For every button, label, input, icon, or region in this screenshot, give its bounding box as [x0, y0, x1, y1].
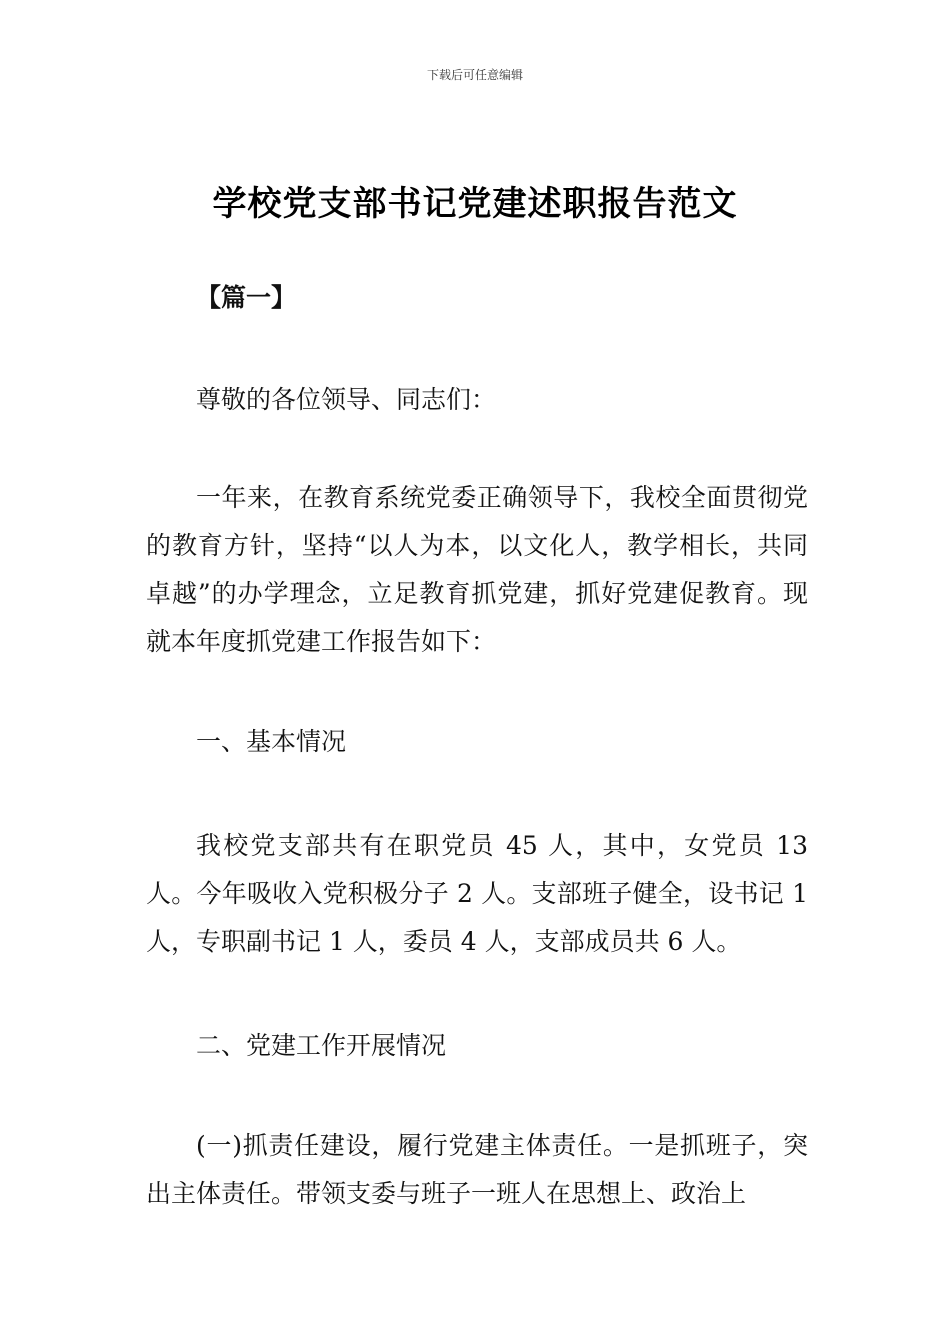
part-label: 【篇一】 [196, 283, 297, 312]
salutation: 尊敬的各位领导、同志们： [196, 385, 497, 414]
section1-body: 我校党支部共有在职党员 45 人，其中，女党员 13 人。今年吸收入党积极分子 2 人。支部班子健全，设书记 1 人，专职副书记 1 人，委员 4 人，支部成员共 6 人。 [146, 831, 808, 956]
section1-heading: 一、基本情况 [196, 727, 347, 756]
section2-heading: 二、党建工作开展情况 [196, 1031, 447, 1060]
section2-body: (一)抓责任建设，履行党建主体责任。一是抓班子，突出主体责任。带领支委与班子一班人在思想上、政治上 [146, 1131, 808, 1208]
header-note: 下载后可任意编辑 [426, 68, 523, 82]
intro-paragraph: 一年来，在教育系统党委正确领导下，我校全面贯彻党的教育方针，坚持“以人为本，以文化人，教学相长，共同卓越”的办学理念，立足教育抓党建，抓好党建促教育。现就本年度抓党建工作报告如下： [146, 483, 808, 656]
document-title: 学校党支部书记党建述职报告范文 [212, 184, 738, 224]
